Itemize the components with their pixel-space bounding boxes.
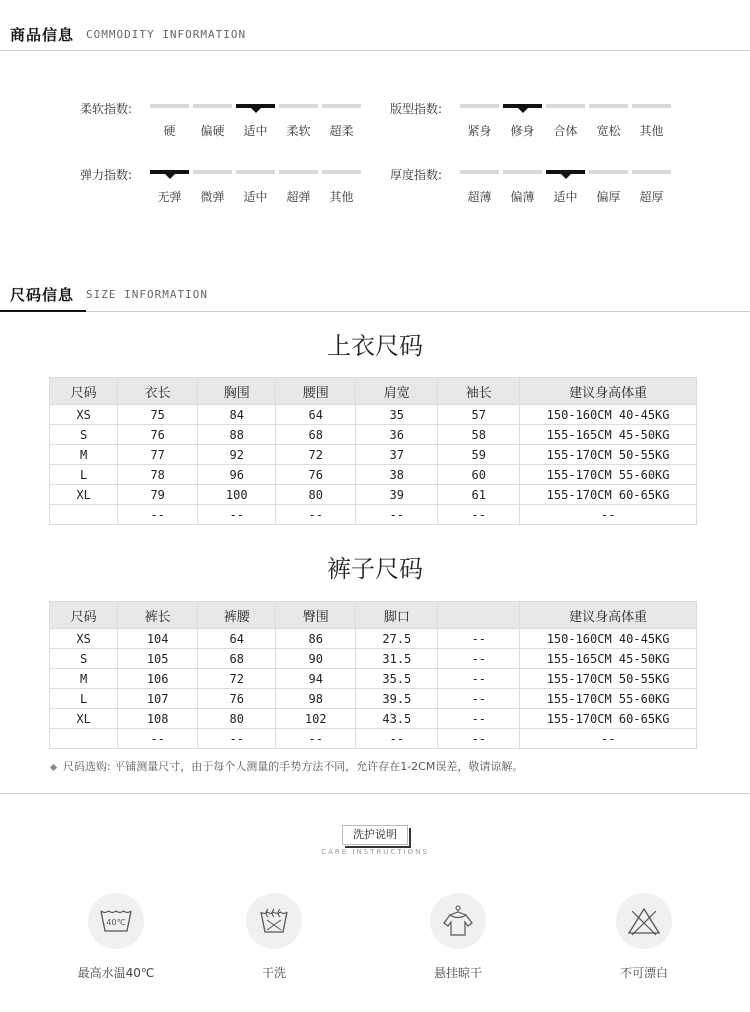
table-cell: 96: [198, 465, 276, 485]
table-cell: 76: [276, 465, 356, 485]
index-option: 其他: [639, 124, 664, 138]
size-title-cn: 尺码信息: [10, 286, 75, 304]
table-cell: --: [118, 505, 198, 525]
index-segment: [150, 104, 189, 108]
divider-accent: [0, 310, 86, 312]
top-size-title: 上衣尺码: [327, 332, 423, 360]
table-cell: M: [50, 669, 118, 689]
index-option: 修身: [510, 124, 535, 138]
index-segment: [279, 170, 318, 174]
index-option: 无弹: [157, 190, 182, 204]
table-cell: 57: [438, 405, 520, 425]
table-row: [50, 425, 697, 445]
column-header: 建议身高体重: [520, 602, 697, 629]
table-cell: 88: [198, 425, 276, 445]
index-option: 宽松: [596, 124, 621, 138]
index-option: 适中: [553, 190, 578, 204]
pants-size-table: [49, 601, 697, 749]
table-cell: 77: [118, 445, 198, 465]
care-item-hang-dry: [398, 893, 518, 993]
table-cell: 43.5: [356, 709, 438, 729]
column-header: 尺码: [50, 602, 118, 629]
table-cell: 155-170CM 50-55KG: [520, 669, 697, 689]
table-cell: 39: [356, 485, 438, 505]
index-option: 超弹: [286, 190, 311, 204]
index-label: 版型指数:: [390, 102, 443, 116]
table-cell: 86: [276, 629, 356, 649]
softness-index: [80, 100, 380, 150]
index-segment: [322, 170, 361, 174]
index-option: 其他: [329, 190, 354, 204]
table-cell: 105: [118, 649, 198, 669]
table-row: [50, 405, 697, 425]
index-segment: [632, 170, 671, 174]
index-marker-selected: [503, 104, 542, 108]
column-header: 臀围: [276, 602, 356, 629]
care-label-dry-clean: 干洗: [261, 966, 286, 980]
index-option: 超薄: [467, 190, 492, 204]
table-cell: --: [438, 689, 520, 709]
care-label-wash: 最高水温40℃: [77, 966, 155, 980]
index-label: 弹力指数:: [80, 168, 133, 182]
table-row: [50, 445, 697, 465]
table-cell: 64: [276, 405, 356, 425]
care-subtitle: CARE INSTRUCTIONS: [321, 848, 429, 856]
wash-40c-icon: [98, 903, 134, 939]
wash-temp-text: 40℃: [106, 918, 126, 927]
index-segment: [236, 170, 275, 174]
column-header: 衣长: [118, 378, 198, 405]
table-cell: 38: [356, 465, 438, 485]
index-option: 偏厚: [596, 190, 621, 204]
column-header: 裤腰: [198, 602, 276, 629]
pants-size-title: 裤子尺码: [327, 555, 423, 583]
table-cell: 76: [198, 689, 276, 709]
table-cell: --: [520, 729, 697, 749]
table-cell: 102: [276, 709, 356, 729]
index-segment: [503, 170, 542, 174]
table-cell: 68: [276, 425, 356, 445]
table-row: [50, 729, 697, 749]
table-cell: 39.5: [356, 689, 438, 709]
table-cell: 27.5: [356, 629, 438, 649]
column-header: 脚口: [356, 602, 438, 629]
table-cell: --: [438, 505, 520, 525]
table-cell: 76: [118, 425, 198, 445]
table-cell: 155-170CM 60-65KG: [520, 485, 697, 505]
table-cell: 92: [198, 445, 276, 465]
care-label-hang-dry: 悬挂晾干: [433, 966, 482, 980]
table-cell: 155-170CM 55-60KG: [520, 465, 697, 485]
table-cell: [50, 729, 118, 749]
care-instructions-button: 洗护说明: [342, 825, 408, 845]
table-cell: 61: [438, 485, 520, 505]
table-cell: --: [276, 505, 356, 525]
care-label-no-bleach: 不可漂白: [619, 966, 668, 980]
table-cell: 80: [198, 709, 276, 729]
index-segment: [279, 104, 318, 108]
column-header: 肩宽: [356, 378, 438, 405]
table-cell: 84: [198, 405, 276, 425]
index-option: 偏薄: [510, 190, 535, 204]
index-segment: [589, 170, 628, 174]
table-cell: 72: [198, 669, 276, 689]
fit-index: [390, 100, 690, 150]
table-cell: 35: [356, 405, 438, 425]
table-row: [50, 669, 697, 689]
table-cell: 68: [198, 649, 276, 669]
table-cell: 80: [276, 485, 356, 505]
no-bleach-icon: [626, 903, 662, 939]
column-header: 胸围: [198, 378, 276, 405]
index-option: 紧身: [467, 124, 492, 138]
table-header-row: [50, 602, 697, 629]
table-row: [50, 485, 697, 505]
index-segment: [322, 104, 361, 108]
index-option: 超柔: [329, 124, 354, 138]
table-cell: XL: [50, 485, 118, 505]
index-segment: [193, 104, 232, 108]
table-cell: --: [356, 505, 438, 525]
elasticity-index: [80, 166, 380, 216]
table-cell: 155-170CM 60-65KG: [520, 709, 697, 729]
table-row: [50, 629, 697, 649]
table-row: [50, 709, 697, 729]
index-label: 柔软指数:: [80, 102, 133, 116]
table-cell: 98: [276, 689, 356, 709]
table-cell: S: [50, 649, 118, 669]
column-header: 腰围: [276, 378, 356, 405]
table-cell: 155-170CM 50-55KG: [520, 445, 697, 465]
table-cell: 72: [276, 445, 356, 465]
table-cell: 31.5: [356, 649, 438, 669]
table-cell: M: [50, 445, 118, 465]
index-segment: [632, 104, 671, 108]
commodity-info-header: [0, 24, 750, 46]
index-marker-selected: [546, 170, 585, 174]
column-header: 袖长: [438, 378, 520, 405]
table-header-row: [50, 378, 697, 405]
hang-dry-icon: [440, 903, 476, 939]
table-cell: 155-165CM 45-50KG: [520, 425, 697, 445]
table-cell: --: [438, 729, 520, 749]
table-cell: 35.5: [356, 669, 438, 689]
size-info-header: [0, 284, 750, 306]
size-title-en: SIZE INFORMATION: [86, 288, 208, 301]
table-cell: 90: [276, 649, 356, 669]
thickness-index: [390, 166, 690, 216]
table-row: [50, 689, 697, 709]
table-cell: XL: [50, 709, 118, 729]
table-cell: --: [198, 505, 276, 525]
size-note-text: 尺码选购: 平铺测量尺寸，由于每个人测量的手势方法不同，允许存在1-2CM误差，敬请谅解。: [63, 760, 524, 773]
table-cell: --: [198, 729, 276, 749]
commodity-title-en: COMMODITY INFORMATION: [86, 28, 247, 41]
index-segment: [193, 170, 232, 174]
table-cell: XS: [50, 629, 118, 649]
divider: [0, 50, 750, 51]
table-cell: 75: [118, 405, 198, 425]
table-cell: 37: [356, 445, 438, 465]
commodity-title-cn: 商品信息: [10, 26, 75, 44]
index-segment: [460, 170, 499, 174]
table-cell: 59: [438, 445, 520, 465]
column-header: 裤长: [118, 602, 198, 629]
table-cell: --: [438, 649, 520, 669]
care-item-dry-clean: [214, 893, 334, 993]
table-cell: 36: [356, 425, 438, 445]
divider: [0, 793, 750, 794]
table-cell: S: [50, 425, 118, 445]
table-cell: 64: [198, 629, 276, 649]
index-option: 合体: [553, 124, 578, 138]
table-cell: 94: [276, 669, 356, 689]
table-cell: XS: [50, 405, 118, 425]
table-cell: --: [276, 729, 356, 749]
table-cell: 58: [438, 425, 520, 445]
table-cell: 78: [118, 465, 198, 485]
table-cell: 108: [118, 709, 198, 729]
index-option: 适中: [243, 124, 268, 138]
table-cell: L: [50, 689, 118, 709]
table-row: [50, 465, 697, 485]
index-option: 偏硬: [200, 124, 225, 138]
table-row: [50, 649, 697, 669]
table-cell: 104: [118, 629, 198, 649]
index-option: 柔软: [286, 124, 311, 138]
top-size-table: [49, 377, 697, 525]
care-item-no-bleach: [584, 893, 704, 993]
table-cell: --: [118, 729, 198, 749]
table-cell: --: [438, 669, 520, 689]
table-cell: 150-160CM 40-45KG: [520, 629, 697, 649]
table-cell: 150-160CM 40-45KG: [520, 405, 697, 425]
table-cell: 155-165CM 45-50KG: [520, 649, 697, 669]
dry-clean-icon: [256, 903, 292, 939]
index-segment: [546, 104, 585, 108]
table-cell: --: [520, 505, 697, 525]
table-cell: [50, 505, 118, 525]
index-marker-selected: [236, 104, 275, 108]
index-segment: [589, 104, 628, 108]
size-note: [51, 758, 523, 774]
table-cell: 106: [118, 669, 198, 689]
index-label: 厚度指数:: [390, 168, 443, 182]
table-cell: 107: [118, 689, 198, 709]
diamond-bullet-icon: [50, 763, 57, 770]
table-row: [50, 505, 697, 525]
divider: [0, 311, 750, 312]
index-option: 超厚: [639, 190, 664, 204]
table-cell: --: [438, 629, 520, 649]
index-option: 适中: [243, 190, 268, 204]
index-option: 硬: [163, 124, 176, 138]
index-marker-selected: [150, 170, 189, 174]
table-cell: 100: [198, 485, 276, 505]
table-cell: 60: [438, 465, 520, 485]
index-segment: [460, 104, 499, 108]
care-item-wash: [56, 893, 176, 993]
column-header: 尺码: [50, 378, 118, 405]
table-cell: --: [356, 729, 438, 749]
column-header: 建议身高体重: [520, 378, 697, 405]
table-cell: --: [438, 709, 520, 729]
index-option: 微弹: [200, 190, 225, 204]
column-header: [438, 602, 520, 629]
table-cell: 79: [118, 485, 198, 505]
table-cell: 155-170CM 55-60KG: [520, 689, 697, 709]
table-cell: L: [50, 465, 118, 485]
